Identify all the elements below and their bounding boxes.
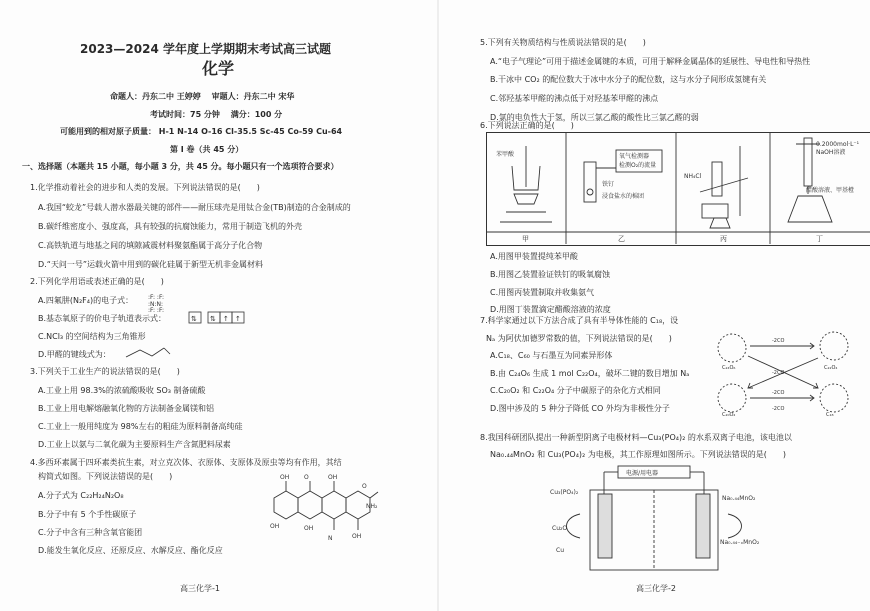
mol-c24o6: C₂₄O₆ — [722, 365, 736, 371]
arrow-label-1: -2CO — [772, 338, 785, 344]
q6-option-c: C.用图丙装置制取并收集氨气 — [490, 288, 595, 297]
q6-stem: 6.下列说法正确的是( ) — [480, 121, 574, 130]
svg-text:↑: ↑ — [235, 315, 241, 323]
q1-option-c: C.高铁轨道与地基之间的填隙减震材料聚氨酯属于高分子化合物 — [38, 241, 263, 250]
footer-page-1: 高三化学-1 — [180, 584, 220, 593]
q3-option-d: D.工业上以氨与二氧化碳为主要原料生产含氮肥料尿素 — [38, 440, 231, 449]
q7-option-c: C.C₂₀O₂ 和 C₂₂O₄ 分子中碳原子的杂化方式相同 — [490, 386, 661, 395]
q1-stem: 1.化学推动着社会的进步和人类的发展。下列说法错误的是( ) — [30, 183, 260, 192]
q2-option-d: D.甲醛的键线式为： — [38, 350, 111, 359]
q5-option-b: B.干冰中 CO₂ 的配位数大于冰中水分子的配位数，这与水分子间形成氢键有关 — [490, 75, 767, 84]
fig-caption-jia: 甲 — [522, 235, 529, 243]
svg-text::N:N:: :N:N: — [148, 301, 164, 308]
q3-stem: 3.下列关于工业生产的说法错误的是( ) — [30, 367, 180, 376]
fig-label-4a: 0.2000mol·L⁻¹ — [816, 141, 859, 148]
svg-text:OH: OH — [352, 533, 362, 540]
arrow-label-4: -2CO — [772, 406, 785, 412]
q4-stem-line2: 构简式如图。下列说法错误的是( ) — [38, 472, 173, 481]
q4-stem-line1: 4.多西环素属于四环素类抗生素，对立克次体、衣原体、支原体及原虫等均有作用，其结 — [30, 458, 342, 467]
doxycycline-structure-icon — [262, 468, 382, 558]
q4-option-c: C.分子中含有三种含氧官能团 — [38, 528, 143, 537]
q2-option-c: C.NCl₃ 的空间结构为三角锥形 — [38, 332, 146, 341]
q5-option-a: A.“电子气理论”可用于描述金属键的本质，可用于解释金属晶体的延展性、导电性和导热性 — [490, 57, 811, 66]
q7-stem-line1: 7.科学家通过以下方法合成了具有半导体性能的 C₁₈，设 — [480, 316, 679, 325]
q3-option-a: A.工业上用 98.3%的浓硫酸吸收 SO₃ 制备硫酸 — [38, 386, 206, 395]
q7-stem-line2: Nₐ 为阿伏加德罗常数的值，下列说法错误的是( ) — [486, 334, 672, 343]
part-title: 第 Ⅰ 卷（共 45 分） — [170, 145, 244, 154]
q2-option-a: A.四氟肼(N₂F₄)的电子式： — [38, 296, 134, 305]
q2-option-b: B.基态氧原子的价电子轨道表示式： — [38, 314, 167, 323]
fig-caption-bing: 丙 — [720, 235, 727, 243]
q7-option-b: B.由 C₂₄O₆ 生成 1 mol C₂₂O₄，破坏二键的数目增加 Nₐ — [490, 369, 690, 378]
q4-option-b: B.分子中有 5 个手性碳原子 — [38, 510, 137, 519]
q1-option-d: D.“天问一号”运载火箭中用到的碳化硅属于新型无机非金属材料 — [38, 260, 263, 269]
q6-option-a: A.用图甲装置提纯苯甲酸 — [490, 252, 578, 261]
formaldehyde-structure-icon — [124, 344, 174, 360]
section-heading: 一、选择题（本题共 15 小题，每小题 3 分，共 45 分。每小题只有一个选项符合要求） — [22, 162, 339, 171]
q7-option-d: D.图中涉及的 5 种分子降低 CO 外均为非极性分子 — [490, 404, 670, 413]
svg-text:↑: ↑ — [223, 315, 229, 323]
svg-text:OH: OH — [270, 523, 280, 530]
fig-label-2a: 氧气检测器 — [619, 153, 650, 160]
label-namno2-x: Na₀.₄₄₋ₓMnO₂ — [720, 539, 760, 546]
svg-text:N: N — [328, 535, 333, 542]
q3-option-c: C.工业上一般用纯度为 98%左右的粗硅为原料制备高纯硅 — [38, 422, 243, 431]
q4-option-a: A.分子式为 C₂₂H₂₄N₂O₈ — [38, 491, 124, 500]
q6-option-d: D.用图丁装置滴定醋酸溶液的浓度 — [490, 305, 611, 314]
q6-apparatus-figure — [486, 132, 870, 244]
fig-label-4b: NaOH溶液 — [816, 149, 846, 156]
svg-text:O: O — [362, 483, 367, 490]
svg-text:OH: OH — [328, 474, 338, 481]
mol-c18: C₁₈ — [826, 412, 834, 418]
svg-text:OH: OH — [280, 474, 290, 481]
svg-text::F: :F:: :F: :F: — [148, 294, 164, 301]
fig-label-2c: 铁钉 — [602, 181, 615, 188]
footer-page-2: 高三化学-2 — [636, 584, 676, 593]
mol-c20o2: C₂₀O₂ — [722, 412, 736, 418]
svg-text:⇅: ⇅ — [191, 315, 197, 323]
exam-title: 2023—2024 学年度上学期期末考试高三试题 — [80, 42, 331, 56]
q4-option-d: D.能发生氧化反应、还原反应、水解反应、酯化反应 — [38, 546, 223, 555]
page-2 — [440, 0, 870, 611]
orbital-diagram-icon — [188, 311, 250, 329]
label-cu2o: Cu₂O — [552, 525, 568, 532]
q1-option-a: A.我国“蛟龙”号载人潜水器最关键的部件——耐压球壳是用钛合金(TB)制造的合金制成的 — [38, 203, 351, 212]
svg-text:NH₂: NH₂ — [366, 503, 378, 510]
arrow-label-2: -2CO — [772, 370, 785, 376]
svg-text::F: :F:: :F: :F: — [148, 307, 164, 312]
fig-label-4c: 醋酸溶液、甲基橙 — [806, 187, 855, 194]
label-cu3po42: Cu₃(PO₄)₂ — [550, 489, 579, 496]
q1-option-b: B.碳纤维密度小、强度高，具有较强的抗腐蚀能力，常用于制造飞机的外壳 — [38, 222, 303, 231]
fig-caption-yi: 乙 — [618, 235, 625, 243]
q8-stem-line1: 8.我国科研团队提出一种新型阴离子电极材料—Cu₃(PO₄)₂ 的水系双离子电池，该电池以 — [480, 433, 792, 442]
svg-text:O: O — [304, 474, 309, 481]
authors-line: 命题人：丹东二中 王婷婷 审题人：丹东二中 宋华 — [110, 92, 295, 101]
q7-reaction-scheme — [710, 322, 860, 418]
q5-option-c: C.邻羟基苯甲醛的沸点低于对羟基苯甲醛的沸点 — [490, 94, 659, 103]
q2-stem: 2.下列化学用语或表述正确的是( ) — [30, 277, 164, 286]
q3-option-b: B.工业上用电解熔融氧化物的方法制备金属镁和铝 — [38, 404, 215, 413]
svg-text:OH: OH — [304, 525, 314, 532]
fig-label-1: 苯甲酸 — [496, 151, 515, 158]
q5-option-d: D.氯的电负性大于氢，所以三氯乙酸的酸性比三氯乙醛的弱 — [490, 113, 699, 122]
fig-label-2d: 浸食盐水的棉团 — [602, 193, 645, 200]
q6-option-b: B.用图乙装置验证铁钉的吸氧腐蚀 — [490, 270, 611, 279]
label-cu: Cu — [556, 547, 564, 554]
page-divider — [437, 0, 439, 611]
subject-title: 化学 — [202, 59, 235, 78]
q8-battery-figure — [550, 464, 760, 576]
fig-caption-ding: 丁 — [816, 235, 823, 243]
q8-stem-line2: Na₀.₄₄MnO₂ 和 Cu₃(PO₄)₂ 为电极，其工作原理如图所示。下列说法错误的是( ) — [490, 450, 787, 459]
q5-stem: 5.下列有关物质结构与性质说法错误的是( ) — [480, 38, 646, 47]
svg-text:⇅: ⇅ — [210, 315, 216, 323]
atomic-masses-line: 可能用到的相对原子质量： H-1 N-14 O-16 Cl-35.5 Sc-45 Co-59 Cu-64 — [60, 127, 343, 136]
arrow-label-3: -2CO — [772, 390, 785, 396]
power-source-label: 电源/用电器 — [626, 470, 659, 477]
fig-label-2b: 检测O₂的流量 — [619, 162, 657, 169]
electron-formula-icon — [146, 290, 186, 312]
label-namno2: Na₀.₄₄MnO₂ — [722, 495, 756, 502]
q7-option-a: A.C₁₈、C₆₀ 与石墨互为同素异形体 — [490, 351, 613, 360]
mol-c22o4: C₂₂O₄ — [824, 365, 838, 371]
fig-label-3: NH₄Cl — [684, 173, 702, 180]
time-line: 考试时间：75 分钟 满分：100 分 — [150, 110, 283, 119]
